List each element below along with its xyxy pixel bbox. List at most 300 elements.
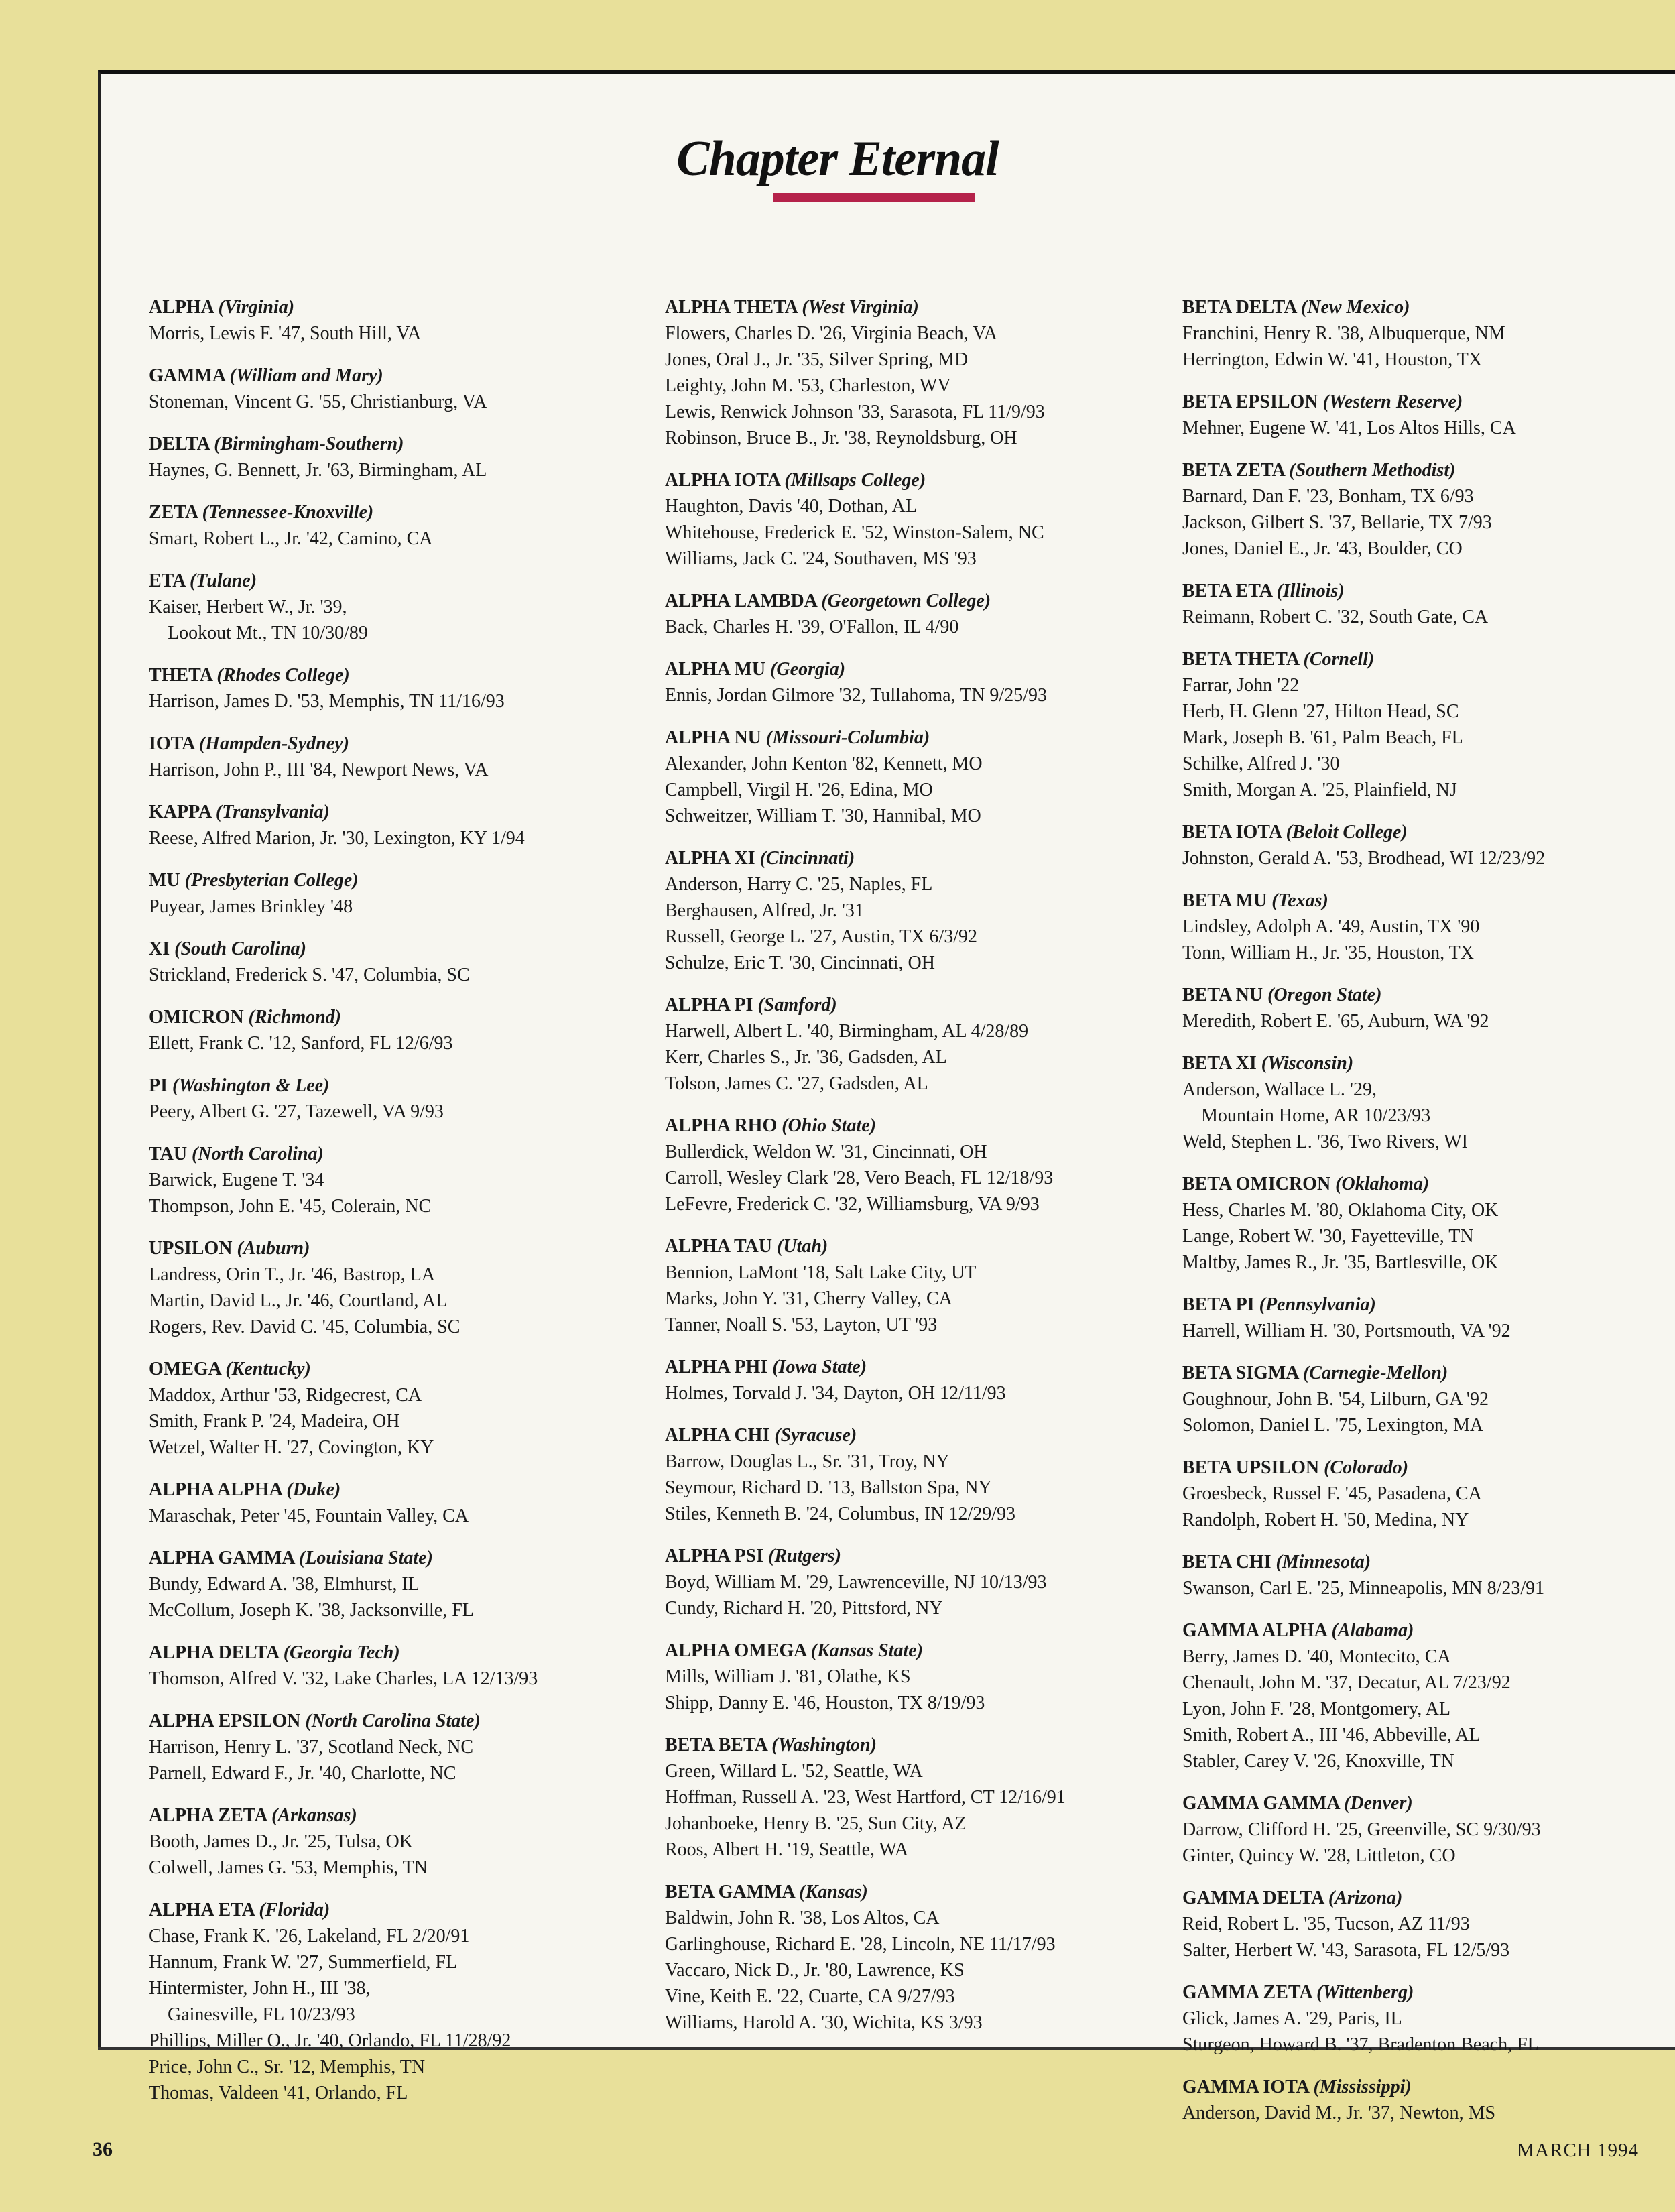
member-entry: Lookout Mt., TN 10/30/89 bbox=[168, 623, 368, 643]
member-entry: Williams, Jack C. '24, Southaven, MS '93 bbox=[665, 548, 977, 569]
chapter-name: ALPHA PHI bbox=[665, 1357, 768, 1377]
chapter-heading bbox=[149, 800, 631, 825]
chapter-name: PI bbox=[149, 1075, 168, 1096]
chapter-school: (Georgetown College) bbox=[821, 591, 991, 611]
chapter-school: (Arizona) bbox=[1328, 1888, 1403, 1908]
member-entry: LeFevre, Frederick C. '32, Williamsburg, VA 9/93 bbox=[665, 1194, 1040, 1215]
member-entry: Campbell, Virgil H. '26, Edina, MO bbox=[665, 780, 933, 800]
chapter-name: UPSILON bbox=[149, 1238, 233, 1259]
chapter-school: (Presbyterian College) bbox=[184, 870, 359, 891]
chapter-section bbox=[149, 1005, 631, 1056]
chapter-section bbox=[1182, 389, 1665, 441]
member-entry: Flowers, Charles D. '26, Virginia Beach, VA bbox=[665, 323, 997, 344]
chapter-heading bbox=[665, 295, 1147, 320]
member-entry: Ennis, Jordan Gilmore '32, Tullahoma, TN 9/25/93 bbox=[665, 685, 1047, 706]
chapter-name: GAMMA ZETA bbox=[1182, 1982, 1312, 2003]
chapter-school: (Denver) bbox=[1344, 1793, 1413, 1814]
member-entry: Marks, John Y. '31, Cherry Valley, CA bbox=[665, 1288, 952, 1309]
chapter-section bbox=[149, 1709, 631, 1786]
chapter-heading bbox=[1182, 1292, 1665, 1318]
chapter-heading bbox=[665, 993, 1147, 1018]
member-entry: Landress, Orin T., Jr. '46, Bastrop, LA bbox=[149, 1264, 436, 1285]
member-entry: Baldwin, John R. '38, Los Altos, CA bbox=[665, 1908, 940, 1928]
member-entry: Williams, Harold A. '30, Wichita, KS 3/93 bbox=[665, 2012, 983, 2033]
chapter-section bbox=[149, 1898, 631, 2106]
member-entry: Martin, David L., Jr. '46, Courtland, AL bbox=[149, 1290, 448, 1311]
chapter-school: (Alabama) bbox=[1331, 1620, 1414, 1641]
member-entry: Anderson, Wallace L. '29, bbox=[1182, 1079, 1377, 1100]
chapter-school: (Utah) bbox=[777, 1236, 828, 1257]
member-entry: Stabler, Carey V. '26, Knoxville, TN bbox=[1182, 1751, 1454, 1772]
chapter-name: ALPHA OMEGA bbox=[665, 1640, 806, 1661]
member-entry: Haughton, Davis '40, Dothan, AL bbox=[665, 496, 918, 517]
chapter-section bbox=[1182, 1791, 1665, 1869]
member-entry: Reese, Alfred Marion, Jr. '30, Lexington, KY 1/94 bbox=[149, 828, 525, 849]
chapter-section bbox=[149, 1236, 631, 1340]
member-entry: Lindsley, Adolph A. '49, Austin, TX '90 bbox=[1182, 916, 1480, 937]
chapter-section bbox=[665, 1423, 1147, 1527]
chapter-heading bbox=[149, 1640, 631, 1666]
member-entry: Mountain Home, AR 10/23/93 bbox=[1201, 1105, 1431, 1126]
chapter-name: KAPPA bbox=[149, 802, 211, 822]
member-entry: Strickland, Frederick S. '47, Columbia, SC bbox=[149, 965, 470, 985]
member-entry: Ellett, Frank C. '12, Sanford, FL 12/6/93 bbox=[149, 1033, 453, 1054]
chapter-heading bbox=[1182, 1618, 1665, 1644]
member-entry: Kaiser, Herbert W., Jr. '39, bbox=[149, 597, 347, 617]
member-entry: Cundy, Richard H. '20, Pittsford, NY bbox=[665, 1598, 943, 1619]
chapter-heading bbox=[665, 725, 1147, 751]
chapter-heading bbox=[665, 468, 1147, 493]
chapter-section bbox=[665, 1113, 1147, 1217]
chapter-school: (Transylvania) bbox=[215, 802, 330, 822]
chapter-school: (Washington) bbox=[771, 1735, 877, 1756]
chapter-school: (South Carolina) bbox=[174, 938, 306, 959]
chapter-name: ALPHA PSI bbox=[665, 1546, 764, 1566]
chapter-school: (Wisconsin) bbox=[1261, 1053, 1354, 1074]
chapter-name: ALPHA CHI bbox=[665, 1425, 770, 1446]
chapter-section bbox=[665, 846, 1147, 976]
chapter-name: ALPHA GAMMA bbox=[149, 1548, 294, 1569]
chapter-name: BETA BETA bbox=[665, 1735, 767, 1756]
chapter-heading bbox=[149, 363, 631, 389]
chapter-name: OMEGA bbox=[149, 1359, 221, 1379]
chapter-heading bbox=[149, 1073, 631, 1099]
member-entry: Garlinghouse, Richard E. '28, Lincoln, NE 11/17/93 bbox=[665, 1934, 1056, 1955]
member-entry: Barrow, Douglas L., Sr. '31, Troy, NY bbox=[665, 1451, 950, 1472]
chapter-heading bbox=[1182, 1172, 1665, 1197]
member-entry: Swanson, Carl E. '25, Minneapolis, MN 8/23/91 bbox=[1182, 1578, 1545, 1599]
chapter-heading bbox=[1182, 295, 1665, 320]
member-entry: Harrell, William H. '30, Portsmouth, VA '92 bbox=[1182, 1320, 1511, 1341]
column-1 bbox=[149, 295, 631, 2123]
chapter-section bbox=[1182, 1455, 1665, 1533]
chapter-school: (Cornell) bbox=[1303, 649, 1375, 670]
chapter-name: MU bbox=[149, 870, 180, 891]
member-entry: Johanboeke, Henry B. '25, Sun City, AZ bbox=[665, 1813, 967, 1834]
chapter-section bbox=[149, 1357, 631, 1461]
chapter-heading bbox=[1182, 1886, 1665, 1911]
member-entry: Schilke, Alfred J. '30 bbox=[1182, 753, 1340, 774]
chapter-school: (Western Reserve) bbox=[1322, 391, 1463, 412]
chapter-name: ALPHA TAU bbox=[665, 1236, 772, 1257]
chapter-heading bbox=[149, 1357, 631, 1382]
member-entry: Mills, William J. '81, Olathe, KS bbox=[665, 1666, 911, 1687]
column-2 bbox=[665, 295, 1147, 2052]
chapter-name: XI bbox=[149, 938, 170, 959]
chapter-section bbox=[149, 936, 631, 988]
member-entry: Stoneman, Vincent G. '55, Christianburg, VA bbox=[149, 391, 487, 412]
chapter-school: (North Carolina) bbox=[192, 1144, 324, 1164]
member-entry: Puyear, James Brinkley '48 bbox=[149, 896, 353, 917]
page-number: 36 bbox=[92, 2138, 113, 2160]
chapter-name: BETA NU bbox=[1182, 985, 1263, 1005]
chapter-school: (Kentucky) bbox=[225, 1359, 311, 1379]
chapter-heading bbox=[1182, 1455, 1665, 1481]
chapter-section bbox=[665, 1880, 1147, 2036]
member-entry: Herb, H. Glenn '27, Hilton Head, SC bbox=[1182, 701, 1459, 722]
chapter-heading bbox=[1182, 820, 1665, 845]
member-entry: Back, Charles H. '39, O'Fallon, IL 4/90 bbox=[665, 617, 959, 637]
chapter-heading bbox=[149, 568, 631, 594]
column-3 bbox=[1182, 295, 1665, 2143]
chapter-section bbox=[665, 589, 1147, 640]
member-entry: Robinson, Bruce B., Jr. '38, Reynoldsburg, OH bbox=[665, 428, 1017, 448]
chapter-heading bbox=[665, 657, 1147, 682]
chapter-school: (Pennsylvania) bbox=[1259, 1294, 1376, 1315]
chapter-school: (Kansas) bbox=[799, 1882, 868, 1902]
chapter-section bbox=[1182, 647, 1665, 803]
member-entry: Mark, Joseph B. '61, Palm Beach, FL bbox=[1182, 727, 1463, 748]
chapter-section bbox=[665, 468, 1147, 572]
member-entry: Barnard, Dan F. '23, Bonham, TX 6/93 bbox=[1182, 486, 1474, 507]
chapter-section bbox=[149, 731, 631, 783]
member-entry: Solomon, Daniel L. '75, Lexington, MA bbox=[1182, 1415, 1484, 1436]
chapter-school: (Washington & Lee) bbox=[172, 1075, 330, 1096]
chapter-heading bbox=[665, 1234, 1147, 1259]
chapter-school: (Minnesota) bbox=[1276, 1552, 1371, 1573]
chapter-heading bbox=[665, 1355, 1147, 1380]
member-entry: Morris, Lewis F. '47, South Hill, VA bbox=[149, 323, 422, 344]
member-entry: Bundy, Edward A. '38, Elmhurst, IL bbox=[149, 1574, 420, 1595]
chapter-school: (Arkansas) bbox=[271, 1805, 357, 1826]
chapter-section bbox=[1182, 578, 1665, 630]
chapter-heading bbox=[1182, 1361, 1665, 1386]
member-entry: Weld, Stephen L. '36, Two Rivers, WI bbox=[1182, 1131, 1468, 1152]
member-entry: Farrar, John '22 bbox=[1182, 675, 1300, 696]
chapter-heading bbox=[665, 846, 1147, 871]
chapter-name: ALPHA MU bbox=[665, 659, 766, 680]
member-entry: Schweitzer, William T. '30, Hannibal, MO bbox=[665, 806, 981, 826]
chapter-heading bbox=[149, 1236, 631, 1262]
chapter-section bbox=[149, 500, 631, 552]
member-entry: Smith, Frank P. '24, Madeira, OH bbox=[149, 1411, 400, 1432]
chapter-section bbox=[149, 1640, 631, 1692]
title-underline bbox=[773, 193, 975, 202]
chapter-name: TAU bbox=[149, 1144, 188, 1164]
member-entry: Smith, Morgan A. '25, Plainfield, NJ bbox=[1182, 780, 1457, 800]
member-entry: Barwick, Eugene T. '34 bbox=[149, 1170, 324, 1190]
chapter-heading bbox=[149, 1803, 631, 1829]
chapter-section bbox=[665, 1733, 1147, 1863]
chapter-heading bbox=[1182, 1791, 1665, 1817]
member-entry: Chenault, John M. '37, Decatur, AL 7/23/92 bbox=[1182, 1672, 1511, 1693]
chapter-heading bbox=[1182, 389, 1665, 415]
chapter-section bbox=[665, 993, 1147, 1097]
member-entry: Green, Willard L. '52, Seattle, WA bbox=[665, 1761, 923, 1782]
chapter-name: ALPHA bbox=[149, 297, 214, 318]
chapter-heading bbox=[149, 731, 631, 757]
chapter-school: (Mississippi) bbox=[1313, 2077, 1412, 2097]
member-entry: Hess, Charles M. '80, Oklahoma City, OK bbox=[1182, 1200, 1499, 1221]
member-entry: Carroll, Wesley Clark '28, Vero Beach, FL 12/18/93 bbox=[665, 1168, 1054, 1188]
issue-date: MARCH 1994 bbox=[1517, 2140, 1639, 2161]
chapter-school: (Wittenberg) bbox=[1316, 1982, 1414, 2003]
member-entry: Hannum, Frank W. '27, Summerfield, FL bbox=[149, 1952, 458, 1973]
chapter-section bbox=[1182, 1980, 1665, 2058]
chapter-section bbox=[1182, 983, 1665, 1034]
member-entry: Whitehouse, Frederick E. '52, Winston-Salem, NC bbox=[665, 522, 1044, 543]
chapter-heading bbox=[149, 432, 631, 457]
chapter-school: (Illinois) bbox=[1276, 580, 1345, 601]
chapter-section bbox=[149, 1142, 631, 1219]
chapter-name: ALPHA NU bbox=[665, 727, 761, 748]
chapter-heading bbox=[1182, 983, 1665, 1008]
member-entry: Thomson, Alfred V. '32, Lake Charles, LA 12/13/93 bbox=[149, 1668, 538, 1689]
member-entry: Maltby, James R., Jr. '35, Bartlesville, OK bbox=[1182, 1252, 1499, 1273]
chapter-name: BETA UPSILON bbox=[1182, 1457, 1320, 1478]
member-entry: Berghausen, Alfred, Jr. '31 bbox=[665, 900, 864, 921]
chapter-heading bbox=[149, 1142, 631, 1167]
member-entry: Harrison, John P., III '84, Newport News, VA bbox=[149, 759, 489, 780]
chapter-section bbox=[665, 1234, 1147, 1338]
chapter-name: ALPHA DELTA bbox=[149, 1642, 279, 1663]
chapter-school: (Virginia) bbox=[218, 297, 295, 318]
chapter-section bbox=[149, 1073, 631, 1125]
chapter-name: ALPHA EPSILON bbox=[149, 1711, 301, 1731]
member-entry: Vaccaro, Nick D., Jr. '80, Lawrence, KS bbox=[665, 1960, 965, 1981]
member-entry: Seymour, Richard D. '13, Ballston Spa, NY bbox=[665, 1477, 992, 1498]
chapter-section bbox=[149, 1477, 631, 1529]
chapter-name: ALPHA THETA bbox=[665, 297, 798, 318]
member-entry: Thomas, Valdeen '41, Orlando, FL bbox=[149, 2083, 408, 2103]
member-entry: Price, John C., Sr. '12, Memphis, TN bbox=[149, 2056, 426, 2077]
chapter-heading bbox=[149, 500, 631, 526]
member-entry: Kerr, Charles S., Jr. '36, Gadsden, AL bbox=[665, 1047, 947, 1068]
chapter-heading bbox=[1182, 458, 1665, 483]
member-entry: Roos, Albert H. '19, Seattle, WA bbox=[665, 1839, 909, 1860]
chapter-section bbox=[1182, 1292, 1665, 1344]
member-entry: Berry, James D. '40, Montecito, CA bbox=[1182, 1646, 1451, 1667]
member-entry: Peery, Albert G. '27, Tazewell, VA 9/93 bbox=[149, 1101, 444, 1122]
chapter-school: (Millsaps College) bbox=[784, 470, 926, 491]
chapter-school: (Ohio State) bbox=[782, 1115, 877, 1136]
member-entry: Lyon, John F. '28, Montgomery, AL bbox=[1182, 1699, 1450, 1719]
member-entry: Chase, Frank K. '26, Lakeland, FL 2/20/91 bbox=[149, 1926, 470, 1947]
chapter-heading bbox=[149, 1898, 631, 1923]
member-entry: Tanner, Noall S. '53, Layton, UT '93 bbox=[665, 1314, 938, 1335]
member-entry: Russell, George L. '27, Austin, TX 6/3/92 bbox=[665, 926, 978, 947]
member-entry: Shipp, Danny E. '46, Houston, TX 8/19/93 bbox=[665, 1693, 985, 1713]
chapter-heading bbox=[665, 1733, 1147, 1758]
chapter-school: (Syracuse) bbox=[774, 1425, 857, 1446]
chapter-heading bbox=[665, 1544, 1147, 1569]
member-entry: Lange, Robert W. '30, Fayetteville, TN bbox=[1182, 1226, 1474, 1247]
chapter-section bbox=[665, 657, 1147, 709]
chapter-section bbox=[149, 432, 631, 483]
member-entry: Jones, Oral J., Jr. '35, Silver Spring, MD bbox=[665, 349, 969, 370]
chapter-name: BETA ETA bbox=[1182, 580, 1272, 601]
member-entry: McCollum, Joseph K. '38, Jacksonville, FL bbox=[149, 1600, 474, 1621]
chapter-section bbox=[149, 363, 631, 415]
chapter-section bbox=[1182, 888, 1665, 966]
member-entry: Vine, Keith E. '22, Cuarte, CA 9/27/93 bbox=[665, 1986, 955, 2007]
member-entry: Wetzel, Walter H. '27, Covington, KY bbox=[149, 1437, 434, 1458]
member-entry: Colwell, James G. '53, Memphis, TN bbox=[149, 1857, 428, 1878]
chapter-school: (Birmingham-Southern) bbox=[214, 434, 404, 454]
chapter-school: (Beloit College) bbox=[1286, 822, 1408, 843]
chapter-name: ALPHA ETA bbox=[149, 1900, 255, 1920]
member-entry: Harwell, Albert L. '40, Birmingham, AL 4/28/89 bbox=[665, 1021, 1029, 1042]
chapter-name: DELTA bbox=[149, 434, 210, 454]
member-entry: Johnston, Gerald A. '53, Brodhead, WI 12/23/92 bbox=[1182, 848, 1546, 869]
chapter-name: BETA THETA bbox=[1182, 649, 1299, 670]
chapter-heading bbox=[149, 1709, 631, 1734]
chapter-section bbox=[149, 868, 631, 920]
member-entry: Franchini, Henry R. '38, Albuquerque, NM bbox=[1182, 323, 1505, 344]
chapter-name: BETA SIGMA bbox=[1182, 1363, 1298, 1384]
chapter-school: (Georgia) bbox=[770, 659, 846, 680]
chapter-section bbox=[665, 1355, 1147, 1406]
chapter-name: GAMMA GAMMA bbox=[1182, 1793, 1340, 1814]
chapter-name: BETA IOTA bbox=[1182, 822, 1282, 843]
chapter-heading bbox=[1182, 1550, 1665, 1575]
chapter-section bbox=[1182, 1051, 1665, 1155]
chapter-section bbox=[665, 725, 1147, 829]
chapter-name: GAMMA DELTA bbox=[1182, 1888, 1324, 1908]
member-entry: Harrison, Henry L. '37, Scotland Neck, NC bbox=[149, 1737, 474, 1758]
member-entry: Darrow, Clifford H. '25, Greenville, SC 9/30/93 bbox=[1182, 1819, 1541, 1840]
chapter-school: (Texas) bbox=[1271, 890, 1328, 911]
chapter-name: GAMMA ALPHA bbox=[1182, 1620, 1327, 1641]
chapter-name: BETA DELTA bbox=[1182, 297, 1296, 318]
member-entry: Herrington, Edwin W. '41, Houston, TX bbox=[1182, 349, 1483, 370]
member-entry: Ginter, Quincy W. '28, Littleton, CO bbox=[1182, 1845, 1456, 1866]
chapter-name: IOTA bbox=[149, 733, 194, 754]
member-entry: Maddox, Arthur '53, Ridgecrest, CA bbox=[149, 1385, 422, 1406]
member-entry: Jones, Daniel E., Jr. '43, Boulder, CO bbox=[1182, 538, 1463, 559]
member-entry: Glick, James A. '29, Paris, IL bbox=[1182, 2008, 1402, 2029]
member-entry: Bullerdick, Weldon W. '31, Cincinnati, OH bbox=[665, 1142, 987, 1162]
member-entry: Reid, Robert L. '35, Tucson, AZ 11/93 bbox=[1182, 1914, 1470, 1934]
chapter-school: (West Virginia) bbox=[802, 297, 919, 318]
chapter-heading bbox=[1182, 2075, 1665, 2100]
member-entry: Thompson, John E. '45, Colerain, NC bbox=[149, 1196, 432, 1217]
chapter-section bbox=[1182, 1361, 1665, 1438]
chapter-school: (William and Mary) bbox=[229, 365, 383, 386]
member-entry: Hoffman, Russell A. '23, West Hartford, CT 12/16/91 bbox=[665, 1787, 1066, 1808]
page-title: Chapter Eternal bbox=[676, 131, 999, 186]
chapter-name: BETA PI bbox=[1182, 1294, 1255, 1315]
member-entry: Anderson, David M., Jr. '37, Newton, MS bbox=[1182, 2103, 1496, 2124]
chapter-section bbox=[1182, 295, 1665, 373]
chapter-heading bbox=[149, 868, 631, 894]
chapter-name: ALPHA ZETA bbox=[149, 1805, 267, 1826]
member-entry: Harrison, James D. '53, Memphis, TN 11/16/93 bbox=[149, 691, 505, 712]
chapter-heading bbox=[149, 1005, 631, 1030]
chapter-section bbox=[1182, 1172, 1665, 1276]
chapter-name: GAMMA IOTA bbox=[1182, 2077, 1309, 2097]
chapter-heading bbox=[149, 1546, 631, 1571]
chapter-name: ETA bbox=[149, 570, 185, 591]
member-entry: Holmes, Torvald J. '34, Dayton, OH 12/11/93 bbox=[665, 1383, 1006, 1404]
chapter-name: ZETA bbox=[149, 502, 198, 523]
member-entry: Smith, Robert A., III '46, Abbeville, AL bbox=[1182, 1725, 1481, 1745]
chapter-section bbox=[1182, 2075, 1665, 2126]
member-entry: Salter, Herbert W. '43, Sarasota, FL 12/5/93 bbox=[1182, 1940, 1510, 1961]
member-entry: Randolph, Robert H. '50, Medina, NY bbox=[1182, 1510, 1469, 1530]
member-entry: Sturgeon, Howard B. '37, Bradenton Beach, FL bbox=[1182, 2034, 1539, 2055]
chapter-school: (Tennessee-Knoxville) bbox=[202, 502, 374, 523]
chapter-heading bbox=[149, 936, 631, 962]
chapter-school: (Auburn) bbox=[237, 1238, 310, 1259]
chapter-section bbox=[665, 295, 1147, 451]
chapter-heading bbox=[665, 589, 1147, 614]
chapter-name: ALPHA LAMBDA bbox=[665, 591, 817, 611]
chapter-school: (North Carolina State) bbox=[305, 1711, 481, 1731]
chapter-heading bbox=[149, 663, 631, 688]
member-entry: Boyd, William M. '29, Lawrenceville, NJ 10/13/93 bbox=[665, 1572, 1047, 1593]
member-entry: Jackson, Gilbert S. '37, Bellarie, TX 7/93 bbox=[1182, 512, 1492, 533]
chapter-section bbox=[149, 295, 631, 347]
chapter-section bbox=[1182, 458, 1665, 562]
chapter-name: OMICRON bbox=[149, 1007, 244, 1028]
chapter-section bbox=[1182, 1618, 1665, 1774]
member-entry: Rogers, Rev. David C. '45, Columbia, SC bbox=[149, 1316, 460, 1337]
chapter-name: BETA GAMMA bbox=[665, 1882, 795, 1902]
chapter-name: ALPHA IOTA bbox=[665, 470, 780, 491]
chapter-heading bbox=[1182, 647, 1665, 672]
chapter-school: (Cincinnati) bbox=[759, 848, 855, 869]
member-entry: Tolson, James C. '27, Gadsden, AL bbox=[665, 1073, 928, 1094]
chapter-section bbox=[1182, 1550, 1665, 1601]
chapter-school: (Georgia Tech) bbox=[283, 1642, 400, 1663]
member-entry: Booth, James D., Jr. '25, Tulsa, OK bbox=[149, 1831, 413, 1852]
member-entry: Phillips, Miller O., Jr. '40, Orlando, FL 11/28/92 bbox=[149, 2030, 511, 2051]
chapter-school: (Rutgers) bbox=[768, 1546, 841, 1566]
member-entry: Goughnour, John B. '54, Lilburn, GA '92 bbox=[1182, 1389, 1489, 1410]
member-entry: Leighty, John M. '53, Charleston, WV bbox=[665, 375, 951, 396]
chapter-section bbox=[665, 1638, 1147, 1716]
chapter-school: (Richmond) bbox=[248, 1007, 342, 1028]
member-entry: Meredith, Robert E. '65, Auburn, WA '92 bbox=[1182, 1011, 1489, 1032]
chapter-heading bbox=[1182, 578, 1665, 604]
chapter-school: (Rhodes College) bbox=[216, 665, 350, 686]
chapter-section bbox=[1182, 1886, 1665, 1963]
member-entry: Gainesville, FL 10/23/93 bbox=[168, 2004, 355, 2025]
chapter-heading bbox=[149, 295, 631, 320]
chapter-school: (Missouri-Columbia) bbox=[765, 727, 930, 748]
chapter-name: BETA CHI bbox=[1182, 1552, 1271, 1573]
chapter-school: (Samford) bbox=[757, 995, 837, 1016]
chapter-school: (Florida) bbox=[259, 1900, 330, 1920]
chapter-heading bbox=[1182, 1980, 1665, 2006]
chapter-section bbox=[149, 800, 631, 851]
chapter-school: (Oregon State) bbox=[1267, 985, 1382, 1005]
chapter-school: (Tulane) bbox=[189, 570, 257, 591]
member-entry: Groesbeck, Russel F. '45, Pasadena, CA bbox=[1182, 1483, 1482, 1504]
chapter-section bbox=[149, 1546, 631, 1623]
chapter-name: BETA MU bbox=[1182, 890, 1267, 911]
